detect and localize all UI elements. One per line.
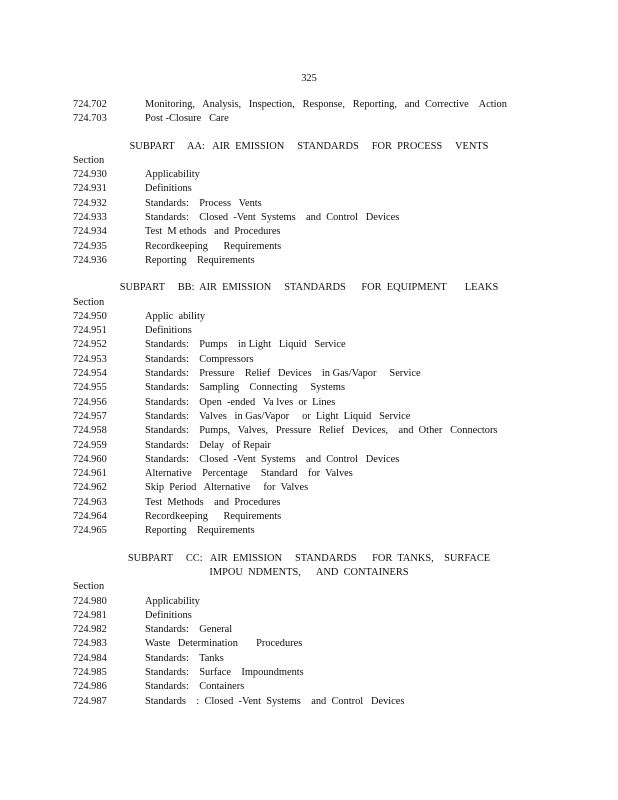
section-number: 724.959 <box>73 439 107 451</box>
section-number: 724.936 <box>73 254 107 266</box>
section-number: 724.930 <box>73 169 107 181</box>
toc-entry <box>0 112 618 126</box>
section-number: 724.935 <box>73 240 107 252</box>
toc-entry <box>0 168 618 182</box>
section-title: Standards: Containers <box>145 681 245 693</box>
section-number: 724.965 <box>73 525 107 537</box>
toc-entry <box>0 254 618 268</box>
section-number: 724.957 <box>73 410 107 422</box>
toc-entry <box>0 453 618 467</box>
section-title: Test M ethods and Procedures <box>145 226 281 238</box>
toc-entry <box>0 623 618 637</box>
section-number: 724.982 <box>73 624 107 636</box>
section-title: Standards: Closed -Vent Systems and Control Devices <box>145 212 400 224</box>
toc-entry <box>0 595 618 609</box>
section-title: Monitoring, Analysis, Inspection, Response, Reporting, and Corrective Action <box>145 99 507 110</box>
section-number: 724.984 <box>73 652 107 664</box>
toc-entry <box>0 381 618 395</box>
subpart-heading: SUBPART CC: AIR EMISSION STANDARDS FOR TANKS, SURFACE <box>127 552 491 564</box>
section-title: Standards: Delay of Repair <box>145 439 271 451</box>
toc-entry <box>0 182 618 196</box>
toc-entry <box>0 481 618 495</box>
section-number: 724.983 <box>73 638 107 650</box>
toc-entry <box>0 439 618 453</box>
section-title: Standards: Compressors <box>145 353 254 365</box>
section-number: 724.934 <box>73 226 107 238</box>
section-title: Applic ability <box>145 310 206 322</box>
toc-entry <box>0 680 618 694</box>
toc-entry <box>0 211 618 225</box>
section-number: 724.985 <box>73 666 107 678</box>
section-number: 724.933 <box>73 212 107 224</box>
page-number: 325 <box>301 73 317 84</box>
section-label: Section <box>73 154 105 166</box>
section-label: Section <box>73 296 105 308</box>
toc-entry <box>0 496 618 510</box>
toc-entry <box>0 424 618 438</box>
section-title: Post -Closure Care <box>145 113 229 125</box>
section-title: Test Methods and Procedures <box>145 496 281 508</box>
section-number: 724.951 <box>73 325 107 337</box>
section-number: 724.981 <box>73 609 107 621</box>
section-title: Skip Period Alternative for Valves <box>145 482 309 494</box>
toc-entry <box>0 695 618 709</box>
toc-entry <box>0 240 618 254</box>
toc-entry <box>0 225 618 239</box>
section-number: 724.963 <box>73 496 107 508</box>
section-title: Standards: Surface Impoundments <box>145 666 304 678</box>
toc-entry <box>0 410 618 424</box>
section-number: 724.702 <box>73 99 107 110</box>
section-number: 724.953 <box>73 353 107 365</box>
section-title: Alternative Percentage Standard for Valves <box>145 468 353 480</box>
section-title: Applicability <box>145 169 200 181</box>
subpart-heading: IMPOU NDMENTS, AND CONTAINERS <box>209 566 409 578</box>
section-title: Waste Determination Procedures <box>145 638 303 650</box>
table-of-contents <box>0 98 618 709</box>
section-number: 724.961 <box>73 468 107 480</box>
toc-entry <box>0 652 618 666</box>
section-title: Standards: Process Vents <box>145 197 262 209</box>
section-title: Reporting Requirements <box>145 525 255 537</box>
section-title: Definitions <box>145 183 192 195</box>
toc-entry <box>0 666 618 680</box>
section-title: Standards: Tanks <box>145 652 224 664</box>
section-title: Standards: Pumps, Valves, Pressure Relief Devices, and Other Connectors <box>145 425 498 437</box>
subpart-heading: SUBPART AA: AIR EMISSION STANDARDS FOR PROCESS VENTS <box>129 140 489 152</box>
toc-entry <box>0 524 618 538</box>
section-title: Standards: Pumps in Light Liquid Service <box>145 339 346 351</box>
section-number: 724.980 <box>73 595 107 607</box>
toc-entry <box>0 510 618 524</box>
section-title: Definitions <box>145 325 192 337</box>
toc-entry <box>0 609 618 623</box>
toc-entry <box>0 353 618 367</box>
section-number: 724.703 <box>73 113 107 125</box>
section-label: Section <box>73 581 105 593</box>
section-number: 724.932 <box>73 197 107 209</box>
toc-entry <box>0 197 618 211</box>
section-title: Reporting Requirements <box>145 254 255 266</box>
section-title: Standards: Pressure Relief Devices in Gas/Vapor Service <box>145 368 421 380</box>
section-title: Standards: Open -ended Va lves or Lines <box>145 396 336 408</box>
section-number: 724.952 <box>73 339 107 351</box>
toc-entry <box>0 324 618 338</box>
toc-entry <box>0 367 618 381</box>
section-number: 724.958 <box>73 425 107 437</box>
section-title: Standards: Valves in Gas/Vapor or Light Liquid Service <box>145 410 411 422</box>
section-number: 724.931 <box>73 183 107 195</box>
section-title: Applicability <box>145 595 200 607</box>
section-title: Recordkeeping Requirements <box>145 511 282 523</box>
section-number: 724.962 <box>73 482 107 494</box>
section-title: Standards: Sampling Connecting Systems <box>145 382 346 394</box>
toc-entry <box>0 637 618 651</box>
section-number: 724.987 <box>73 695 107 707</box>
section-title: Recordkeeping Requirements <box>145 240 282 252</box>
section-number: 724.955 <box>73 382 107 394</box>
section-title: Definitions <box>145 609 192 621</box>
toc-entry <box>0 98 618 112</box>
section-title: Standards : Closed -Vent Systems and Control Devices <box>145 695 405 707</box>
toc-entry <box>0 338 618 352</box>
section-number: 724.986 <box>73 681 107 693</box>
section-title: Standards: Closed -Vent Systems and Control Devices <box>145 453 400 465</box>
toc-entry <box>0 396 618 410</box>
section-number: 724.954 <box>73 368 107 380</box>
toc-entry <box>0 310 618 324</box>
section-number: 724.964 <box>73 511 107 523</box>
section-number: 724.960 <box>73 453 107 465</box>
section-number: 724.950 <box>73 310 107 322</box>
section-title: Standards: General <box>145 624 233 636</box>
section-number: 724.956 <box>73 396 107 408</box>
subpart-heading: SUBPART BB: AIR EMISSION STANDARDS FOR EQUIPMENT LEAKS <box>119 282 499 294</box>
toc-entry <box>0 467 618 481</box>
